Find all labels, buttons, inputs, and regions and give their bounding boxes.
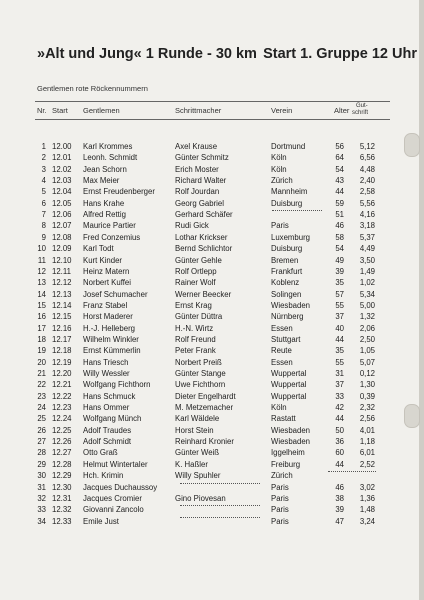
row-start-time: 12.00 <box>52 142 72 151</box>
table-row <box>0 221 424 232</box>
row-club: Reute <box>271 346 292 356</box>
row-number: 26 <box>37 425 46 435</box>
row-number: 27 <box>37 437 46 447</box>
row-pacer: Gino Piovesan <box>175 493 226 503</box>
row-gentleman: Emile Just <box>83 516 119 526</box>
row-gentleman: Leonh. Schmidt <box>83 153 138 163</box>
row-pacer: Günter Stange <box>175 369 226 378</box>
row-number: 7 <box>41 210 46 220</box>
row-credit: 4,49 <box>359 244 375 254</box>
row-gentleman: Adolf Schmidt <box>83 437 132 447</box>
table-row <box>0 312 424 323</box>
row-start-time: 12.05 <box>52 198 72 208</box>
row-gentleman: Hans Krahe <box>83 198 125 208</box>
row-age: 35 <box>335 346 344 356</box>
row-credit: 5,12 <box>359 142 375 151</box>
header-gut-line2: schrift <box>352 110 369 116</box>
row-credit: 5,37 <box>359 232 375 242</box>
row-age: 44 <box>335 414 344 424</box>
row-credit: 0,12 <box>359 369 375 378</box>
table-row <box>0 267 424 278</box>
row-gentleman: Otto Graß <box>83 448 118 458</box>
empty-pacer-line <box>180 505 260 506</box>
row-number: 11 <box>37 255 46 265</box>
row-number: 30 <box>37 471 46 481</box>
row-club: Koblenz <box>271 278 300 288</box>
row-credit: 5,56 <box>359 198 375 208</box>
row-pacer: Peter Frank <box>175 346 216 356</box>
row-number: 33 <box>37 505 46 515</box>
row-pacer: Ernst Krag <box>175 300 212 310</box>
row-age: 54 <box>335 164 344 174</box>
row-start-time: 12.16 <box>52 323 72 333</box>
table-row <box>0 142 424 153</box>
row-number: 1 <box>41 142 46 151</box>
header-club: Verein <box>271 106 293 115</box>
row-club: Paris <box>271 221 289 231</box>
row-gentleman: Giovanni Zancolo <box>83 505 144 515</box>
race-title-right: Start 1. Gruppe 12 Uhr <box>263 46 417 62</box>
row-club: Bremen <box>271 255 299 265</box>
row-start-time: 12.30 <box>52 482 72 492</box>
row-credit: 6,01 <box>359 448 375 458</box>
row-credit: 4,48 <box>359 164 375 174</box>
row-age: 46 <box>335 482 344 492</box>
row-gentleman: Hans Schmuck <box>83 391 136 401</box>
row-gentleman: Fred Conzemius <box>83 232 141 242</box>
row-number: 23 <box>37 391 46 401</box>
row-number: 29 <box>37 459 46 469</box>
row-pacer: Lothar Kricksеr <box>175 232 228 242</box>
row-gentleman: Horst Maderer <box>83 312 133 322</box>
row-number: 25 <box>37 414 46 424</box>
table-row <box>0 233 424 244</box>
table-row <box>0 187 424 198</box>
row-age: 55 <box>335 300 344 310</box>
table-row <box>0 199 424 210</box>
row-pacer: Dieter Engelhardt <box>175 391 236 401</box>
row-credit: 1,05 <box>359 346 375 356</box>
row-age: 39 <box>335 266 344 276</box>
row-gentleman: Ernst Kümmerlin <box>83 346 141 356</box>
row-age: 57 <box>335 289 344 299</box>
row-age: 59 <box>335 198 344 208</box>
row-club: Duisburg <box>271 198 303 208</box>
row-gentleman: Wolfgang Münch <box>83 414 142 424</box>
row-start-time: 12.33 <box>52 516 72 526</box>
row-age: 42 <box>335 403 344 413</box>
row-age: 39 <box>335 505 344 515</box>
row-credit: 2,32 <box>359 403 375 413</box>
row-number: 12 <box>37 266 46 276</box>
row-gentleman: Jean Schorn <box>83 164 127 174</box>
row-age: 33 <box>335 391 344 401</box>
row-start-time: 12.22 <box>52 391 72 401</box>
row-number: 13 <box>37 278 46 288</box>
row-start-time: 12.09 <box>52 244 72 254</box>
row-credit: 5,00 <box>359 300 375 310</box>
row-club: Paris <box>271 482 289 492</box>
row-number: 16 <box>37 312 46 322</box>
row-pacer: Erich Moster <box>175 164 219 174</box>
header-pacer: Schrittmacher <box>175 106 222 115</box>
row-gentleman: Wolfgang Fichthorn <box>83 380 151 390</box>
row-start-time: 12.23 <box>52 403 72 413</box>
row-gentleman: Hch. Krimin <box>83 471 124 481</box>
row-number: 32 <box>37 493 46 503</box>
row-credit: 2,50 <box>359 334 375 344</box>
row-pacer: Günter Düttra <box>175 312 223 322</box>
row-age: 58 <box>335 232 344 242</box>
row-number: 18 <box>37 334 46 344</box>
row-gentleman: Jacques Duchaussoy <box>83 482 158 492</box>
table-row <box>0 448 424 459</box>
row-age: 44 <box>335 187 344 197</box>
header-age: Alter <box>334 106 350 115</box>
row-club: Köln <box>271 153 287 163</box>
row-pacer: Norbert Preiß <box>175 357 222 367</box>
row-start-time: 12.02 <box>52 164 72 174</box>
row-pacer: H.-N. Wirtz <box>175 323 214 333</box>
row-credit: 1,49 <box>359 266 375 276</box>
row-start-time: 12.20 <box>52 369 72 378</box>
row-credit: 2,06 <box>359 323 375 333</box>
row-start-time: 12.11 <box>52 266 71 276</box>
row-number: 22 <box>37 380 46 390</box>
row-club: Rastatt <box>271 414 296 424</box>
table-top-rule <box>35 101 390 102</box>
row-credit: 5,34 <box>359 289 375 299</box>
table-row <box>0 278 424 289</box>
row-credit: 4,01 <box>359 425 375 435</box>
row-gentleman: Franz Stabel <box>83 300 128 310</box>
row-pacer: Rolf Ortlepp <box>175 266 217 276</box>
row-credit: 5,07 <box>359 357 375 367</box>
row-start-time: 12.04 <box>52 187 72 197</box>
row-age: 37 <box>335 380 344 390</box>
race-title-left: »Alt und Jung« 1 Runde - 30 km <box>37 46 257 62</box>
header-gentlemen: Gentlemen <box>83 106 120 115</box>
row-gentleman: Helmut Wintertaler <box>83 459 148 469</box>
row-start-time: 12.08 <box>52 232 72 242</box>
row-club: Wuppertal <box>271 380 307 390</box>
row-club: Nürnberg <box>271 312 304 322</box>
table-row <box>0 494 424 505</box>
row-pacer: Horst Stein <box>175 425 214 435</box>
row-credit: 1,02 <box>359 278 375 288</box>
row-age: 60 <box>335 448 344 458</box>
row-gentleman: Heinz Matern <box>83 266 130 276</box>
row-gentleman: Norbert Kuffei <box>83 278 131 288</box>
row-number: 5 <box>41 187 46 197</box>
row-club: Paris <box>271 516 289 526</box>
row-age: 55 <box>335 357 344 367</box>
row-club: Dortmund <box>271 142 306 151</box>
empty-club-line <box>272 210 322 211</box>
row-club: Köln <box>271 403 287 413</box>
row-club: Wiesbaden <box>271 425 311 435</box>
table-row <box>0 358 424 369</box>
row-gentleman: Kurt Kinder <box>83 255 123 265</box>
row-club: Frankfurt <box>271 266 303 276</box>
row-start-time: 12.27 <box>52 448 72 458</box>
row-number: 31 <box>37 482 46 492</box>
row-club: Wuppertal <box>271 391 307 401</box>
row-credit: 2,40 <box>359 176 375 186</box>
row-credit: 3,24 <box>359 516 375 526</box>
row-age: 40 <box>335 323 344 333</box>
row-club: Paris <box>271 505 289 515</box>
row-number: 10 <box>37 244 46 254</box>
table-row <box>0 346 424 357</box>
row-number: 6 <box>41 198 46 208</box>
row-credit: 1,48 <box>359 505 375 515</box>
table-row <box>0 505 424 516</box>
header-start: Start <box>52 106 68 115</box>
row-age: 44 <box>335 459 344 469</box>
row-start-time: 12.06 <box>52 210 72 220</box>
row-credit: 4,16 <box>359 210 375 220</box>
row-pacer: Richard Walter <box>175 176 227 186</box>
row-pacer: Rainer Wolf <box>175 278 216 288</box>
row-club: Stuttgart <box>271 334 301 344</box>
row-pacer: Rudi Gick <box>175 221 209 231</box>
row-gentleman: Jacques Cromier <box>83 493 142 503</box>
row-age: 50 <box>335 425 344 435</box>
row-gentleman: Alfred Rettig <box>83 210 126 220</box>
row-start-time: 12.01 <box>52 153 72 163</box>
row-start-time: 12.15 <box>52 312 72 322</box>
row-gentleman: Karl Krommes <box>83 142 133 151</box>
row-pacer: Uwe Fichthorn <box>175 380 226 390</box>
row-number: 4 <box>41 176 46 186</box>
table-row <box>0 176 424 187</box>
row-pacer: Werner Beecker <box>175 289 232 299</box>
row-gentleman: H.-J. Helleberg <box>83 323 135 333</box>
table-row <box>0 165 424 176</box>
row-start-time: 12.13 <box>52 289 72 299</box>
row-age: 43 <box>335 176 344 186</box>
row-start-time: 12.21 <box>52 380 72 390</box>
row-pacer: Karl Wäldele <box>175 414 220 424</box>
table-header-rule <box>35 119 390 120</box>
table-row <box>0 426 424 437</box>
row-club: Essen <box>271 357 293 367</box>
row-age: 47 <box>335 516 344 526</box>
row-club: Köln <box>271 164 287 174</box>
row-age: 49 <box>335 255 344 265</box>
row-club: Iggelheim <box>271 448 305 458</box>
row-number: 20 <box>37 357 46 367</box>
row-pacer: Günter Gehle <box>175 255 222 265</box>
row-start-time: 12.03 <box>52 176 72 186</box>
empty-age-line <box>328 471 376 472</box>
row-age: 64 <box>335 153 344 163</box>
empty-pacer-line <box>180 483 260 484</box>
row-number: 28 <box>37 448 46 458</box>
row-age: 54 <box>335 244 344 254</box>
row-number: 34 <box>37 516 46 526</box>
row-start-time: 12.25 <box>52 425 72 435</box>
row-start-time: 12.28 <box>52 459 72 469</box>
row-credit: 2,56 <box>359 414 375 424</box>
row-club: Solingen <box>271 289 302 299</box>
row-start-time: 12.07 <box>52 221 72 231</box>
row-credit: 6,56 <box>359 153 375 163</box>
row-age: 37 <box>335 312 344 322</box>
row-club: Wiesbaden <box>271 300 311 310</box>
table-row <box>0 403 424 414</box>
table-row <box>0 335 424 346</box>
row-club: Essen <box>271 323 293 333</box>
row-start-time: 12.19 <box>52 357 72 367</box>
table-row <box>0 153 424 164</box>
table-row <box>0 244 424 255</box>
row-club: Mannheim <box>271 187 308 197</box>
row-credit: 1,32 <box>359 312 375 322</box>
row-gentleman: Josef Schumacher <box>83 289 148 299</box>
table-row <box>0 380 424 391</box>
row-club: Freiburg <box>271 459 301 469</box>
row-credit: 3,18 <box>359 221 375 231</box>
row-number: 24 <box>37 403 46 413</box>
row-pacer: Rolf Freund <box>175 334 216 344</box>
row-pacer: Reinhard Kronier <box>175 437 234 447</box>
subtitle: Gentlemen rote Röckennummern <box>37 84 148 93</box>
row-start-time: 12.26 <box>52 437 72 447</box>
row-credit: 2,58 <box>359 187 375 197</box>
row-gentleman: Karl Todt <box>83 244 114 254</box>
table-row <box>0 392 424 403</box>
row-number: 9 <box>41 232 46 242</box>
row-credit: 1,36 <box>359 493 375 503</box>
table-row <box>0 437 424 448</box>
row-pacer: Axel Krause <box>175 142 218 151</box>
row-number: 2 <box>41 153 46 163</box>
row-club: Wiesbaden <box>271 437 311 447</box>
row-credit: 2,52 <box>359 459 375 469</box>
row-pacer: M. Metzemacher <box>175 403 234 413</box>
row-credit: 1,18 <box>359 437 375 447</box>
row-start-time: 12.32 <box>52 505 72 515</box>
row-gentleman: Max Meier <box>83 176 120 186</box>
row-start-time: 12.31 <box>52 493 72 503</box>
header-nr: Nr. <box>37 106 47 115</box>
row-start-time: 12.24 <box>52 414 72 424</box>
row-pacer: Gerhard Schäfer <box>175 210 233 220</box>
row-pacer: Willy Spuhler <box>175 471 221 481</box>
row-start-time: 12.29 <box>52 471 72 481</box>
row-start-time: 12.17 <box>52 334 72 344</box>
table-row <box>0 460 424 471</box>
table-row <box>0 290 424 301</box>
row-pacer: Günter Weiß <box>175 448 220 458</box>
row-credit: 3,50 <box>359 255 375 265</box>
row-gentleman: Wilhelm Winkler <box>83 334 139 344</box>
row-age: 56 <box>335 142 344 151</box>
row-pacer: Bernd Schlichtor <box>175 244 233 254</box>
race-title <box>37 46 417 62</box>
row-credit: 1,30 <box>359 380 375 390</box>
row-gentleman: Hans Triesch <box>83 357 129 367</box>
row-age: 38 <box>335 493 344 503</box>
row-club: Duisburg <box>271 244 303 254</box>
table-row <box>0 301 424 312</box>
row-gentleman: Maurice Partier <box>83 221 136 231</box>
row-club: Zürich <box>271 471 293 481</box>
row-age: 36 <box>335 437 344 447</box>
row-club: Paris <box>271 493 289 503</box>
row-age: 35 <box>335 278 344 288</box>
row-gentleman: Hans Ommer <box>83 403 130 413</box>
row-club: Luxemburg <box>271 232 311 242</box>
row-number: 15 <box>37 300 46 310</box>
table-row <box>0 210 424 221</box>
table-row <box>0 471 424 482</box>
table-row <box>0 517 424 528</box>
row-number: 3 <box>41 164 46 174</box>
row-credit: 0,39 <box>359 391 375 401</box>
row-pacer: K. Haßler <box>175 459 208 469</box>
table-row <box>0 369 424 380</box>
table-row <box>0 324 424 335</box>
row-start-time: 12.14 <box>52 300 72 310</box>
empty-pacer-line <box>180 517 260 518</box>
row-club: Zürich <box>271 176 293 186</box>
row-pacer: Günter Schmitz <box>175 153 229 163</box>
row-number: 14 <box>37 289 46 299</box>
row-gentleman: Adolf Traudes <box>83 425 132 435</box>
row-club: Wuppertal <box>271 369 307 378</box>
header-gut-line1: Gut- <box>356 103 368 109</box>
row-pacer: Georg Gabriel <box>175 198 224 208</box>
row-start-time: 12.18 <box>52 346 72 356</box>
row-number: 17 <box>37 323 46 333</box>
row-gentleman: Ernst Freudenberger <box>83 187 155 197</box>
row-age: 44 <box>335 334 344 344</box>
row-age: 51 <box>335 210 344 220</box>
row-gentleman: Willy Wessler <box>83 369 130 378</box>
row-number: 19 <box>37 346 46 356</box>
row-number: 21 <box>37 369 46 378</box>
table-row <box>0 256 424 267</box>
row-start-time: 12.10 <box>52 255 72 265</box>
row-age: 31 <box>335 369 344 378</box>
row-number: 8 <box>41 221 46 231</box>
table-row <box>0 414 424 425</box>
row-credit: 3,02 <box>359 482 375 492</box>
row-pacer: Rolf Jourdan <box>175 187 220 197</box>
row-age: 46 <box>335 221 344 231</box>
row-start-time: 12.12 <box>52 278 72 288</box>
table-row <box>0 483 424 494</box>
